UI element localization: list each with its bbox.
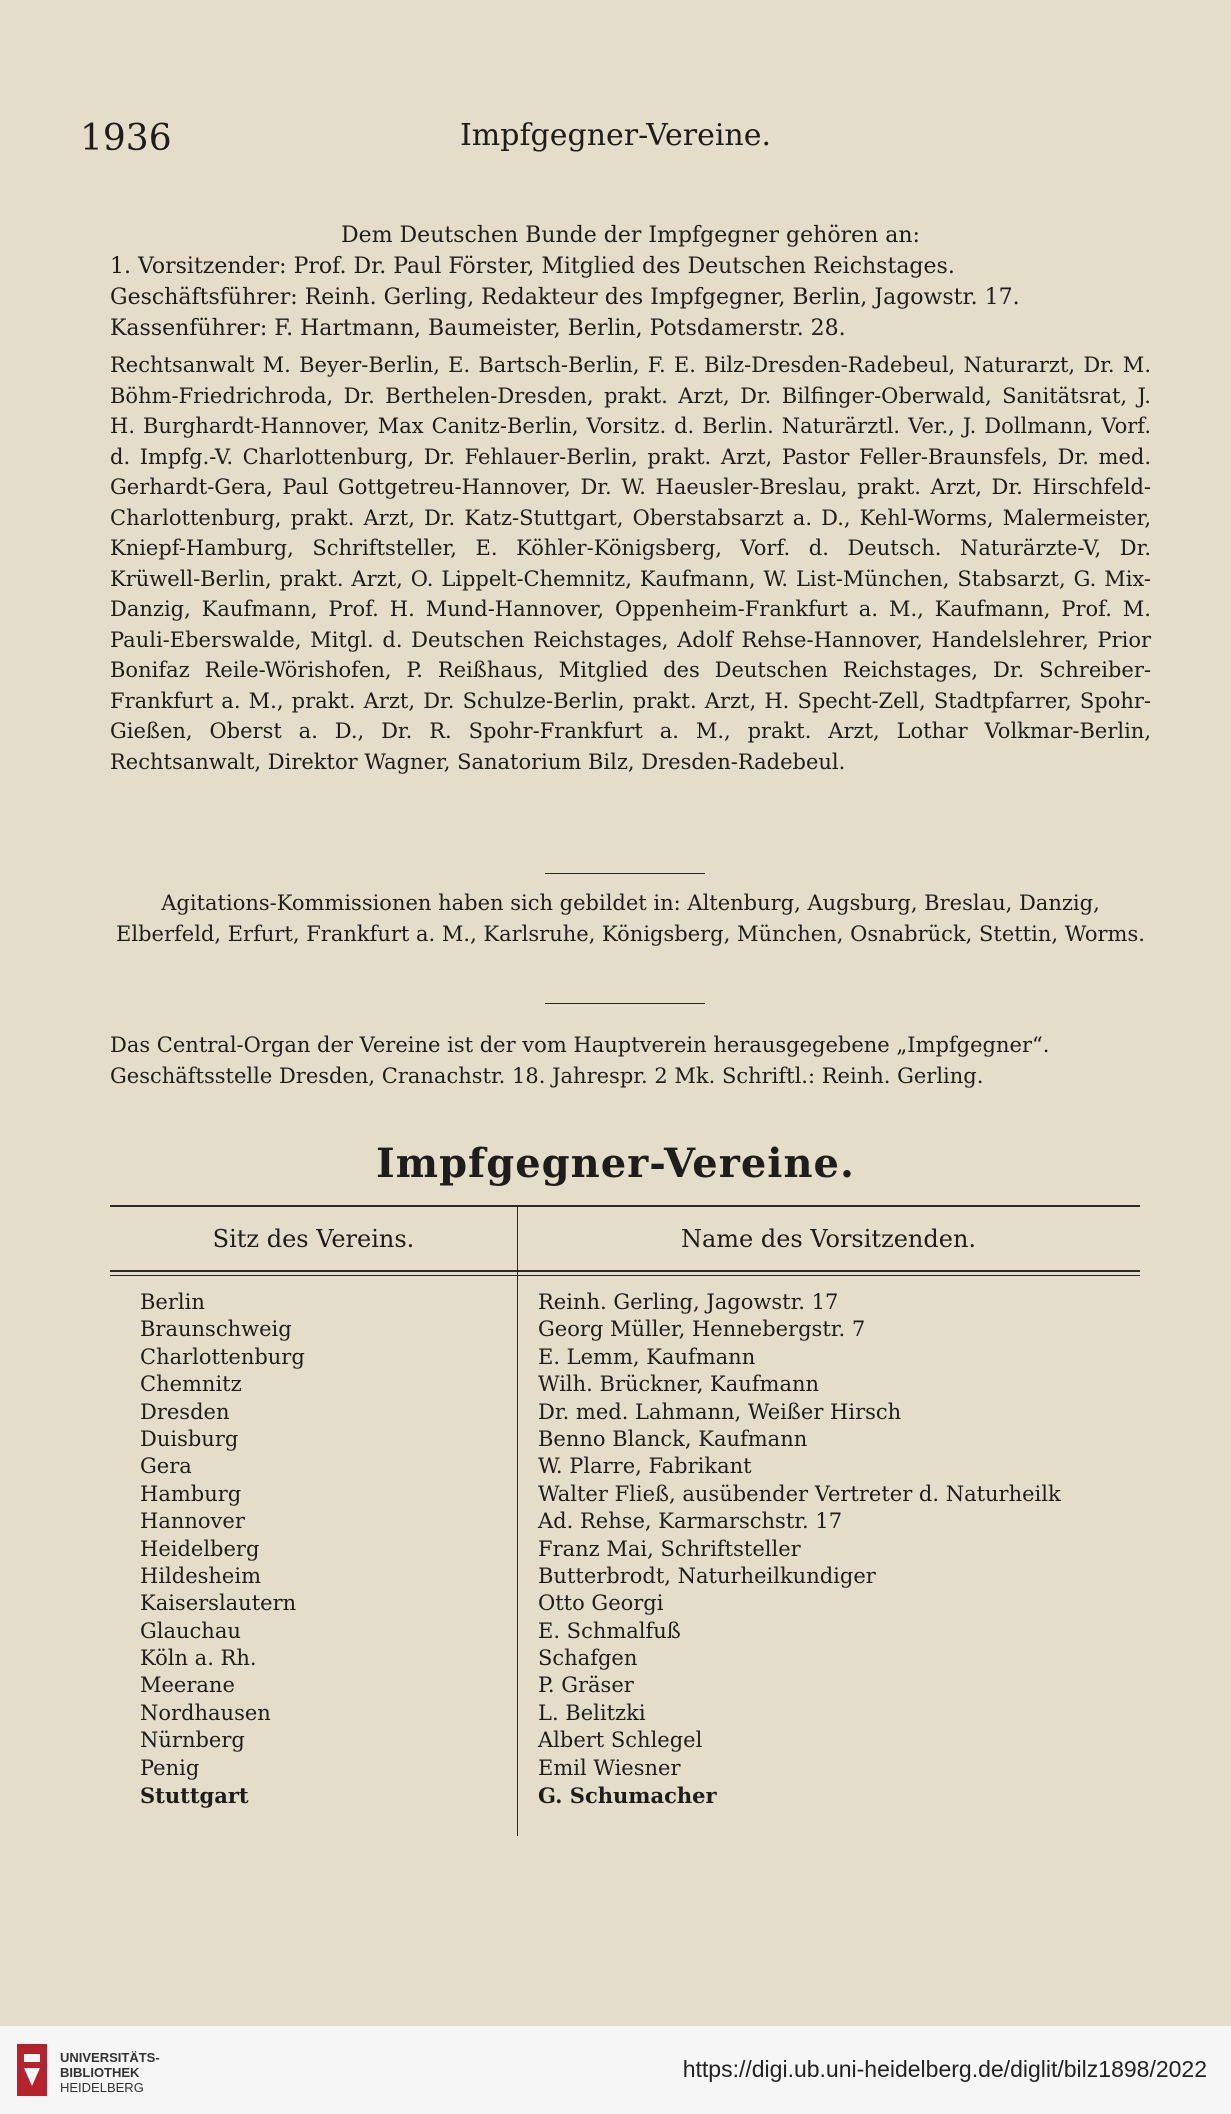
chairman-name: Benno Blanck, Kaufmann <box>538 1426 808 1451</box>
chairman-name: Georg Müller, Hennebergstr. 7 <box>538 1317 866 1342</box>
footer-bar <box>0 2026 1231 2114</box>
office-line: Geschäftsstelle Dresden, Cranachstr. 18. Jahrespr. 2 Mk. Schriftl.: Reinh. Gerling. <box>110 1063 984 1088</box>
chairman-name: E. Schmalfuß <box>538 1618 681 1643</box>
association-city: Hildesheim <box>140 1563 261 1588</box>
federation-intro <box>110 220 1151 344</box>
association-city: Dresden <box>140 1399 230 1424</box>
chairman-name: Reinh. Gerling, Jagowstr. 17 <box>538 1290 839 1314</box>
table-row <box>0 1619 1231 1646</box>
chairman-name: Walter Fließ, ausübender Vertreter d. Naturheilk <box>538 1481 1061 1506</box>
column-header-chair: Name des Vorsitzenden. <box>680 1225 977 1253</box>
chairman-name: Wilh. Brückner, Kaufmann <box>538 1372 820 1397</box>
chairman-name: Albert Schlegel <box>538 1728 703 1753</box>
association-city: Köln a. Rh. <box>140 1646 257 1671</box>
agitation-paragraph: Agitations-Kommissionen haben sich gebildet in: Altenburg, Augsburg, Breslau, Danzig, Elberfeld, Erfurt, Frankfurt a. M., Karlsruhe, Königsberg, München, Osnabrück, Stettin, Worms. <box>116 891 1145 946</box>
chairman-name: E. Lemm, Kaufmann <box>538 1344 756 1369</box>
association-city: Charlottenburg <box>140 1344 305 1369</box>
association-city: Chemnitz <box>140 1372 242 1397</box>
table-row <box>0 1482 1231 1509</box>
intro-lead: Dem Deutschen Bunde der Impfgegner gehören an: <box>341 223 920 248</box>
table-row <box>0 1345 1231 1372</box>
association-city: Berlin <box>140 1290 205 1314</box>
chairman-name: P. Gräser <box>538 1673 634 1698</box>
library-name <box>60 2050 160 2095</box>
chairman-name: Emil Wiesner <box>538 1755 681 1780</box>
chairman-name: Franz Mai, Schriftsteller <box>538 1536 801 1561</box>
chairman-name: Butterbrodt, Naturheilkundiger <box>538 1563 876 1588</box>
table-header-rule-thin <box>110 1275 1140 1276</box>
central-organ-block <box>110 1030 1151 1091</box>
chairman-line: 1. Vorsitzender: Prof. Dr. Paul Förster, Mitglied des Deutschen Reichstages. <box>110 254 955 279</box>
table-row <box>0 1673 1231 1700</box>
table-header-rule <box>110 1270 1140 1272</box>
chairman-name: Dr. med. Lahmann, Weißer Hirsch <box>538 1399 902 1424</box>
association-city: Kaiserslautern <box>140 1591 297 1616</box>
library-name-line: BIBLIOTHEK <box>60 2065 140 2080</box>
association-city: Hamburg <box>140 1481 242 1506</box>
source-url-link[interactable]: https://digi.ub.uni-heidelberg.de/diglit/bilz1898/2022 <box>682 2056 1207 2082</box>
manager-line: Geschäftsführer: Reinh. Gerling, Redakteur des Impfgegner, Berlin, Jagowstr. 17. <box>110 285 1020 310</box>
table-row <box>0 1427 1231 1454</box>
chairman-name: Schafgen <box>538 1646 638 1671</box>
table-row <box>0 1591 1231 1618</box>
treasurer-line: Kassenführer: F. Hartmann, Baumeister, Berlin, Potsdamerstr. 28. <box>110 316 846 341</box>
association-city: Penig <box>140 1755 200 1780</box>
association-city: Stuttgart <box>140 1783 249 1809</box>
central-organ-line: Das Central-Organ der Vereine ist der vom Hauptverein herausgegebene „Impfgegner“. <box>110 1033 1050 1057</box>
members-paragraph: Rechtsanwalt M. Beyer-Berlin, E. Bartsch-Berlin, F. E. Bilz-Dresden-Radebeul, Naturarzt, Dr. M. Böhm-Friedrichroda, Dr. Berthelen-Dresden, prakt. Arzt, Dr. Bilfinger-Oberwald, Sanitätsrat, J. H. Burghardt-Hannover, Max Canitz-Berlin, Vorsitz. d. Berlin. Naturärztl. Ver., J. Dollmann, Vorf. d. Impfg.-V. Charlottenburg, Dr. Fehlauer-Berlin, prakt. Arzt, Pastor Feller-Braunsfels, Dr. med. Gerhardt-Gera, Paul Gottgetreu-Hannover, Dr. W. Haeusler-Breslau, prakt. Arzt, Dr. Hirschfeld-Charlottenburg, prakt. Arzt, Dr. Katz-Stuttgart, Oberstabsarzt a. D., Kehl-Worms, Malermeister, Kniepf-Hamburg, Schriftsteller, E. Köhler-Königsberg, Vorf. d. Deutsch. Naturärzte-V, Dr. Krüwell-Berlin, prakt. Arzt, O. Lippelt-Chemnitz, Kaufmann, W. List-München, Stabsarzt, G. Mix-Danzig, Kaufmann, Prof. H. Mund-Hannover, Oppenheim-Frankfurt a. M., Kaufmann, Prof. M. Pauli-Eberswalde, Mitgl. d. Deutschen Reichstages, Adolf Rehse-Hannover, Handelslehrer, Prior Bonifaz Reile-Wörishofen, P. Reißhaus, Mitglied des Deutschen Reichstages, Dr. Schreiber-Frankfurt a. M., prakt. Arzt, Dr. Schulze-Berlin, prakt. Arzt, H. Specht-Zell, Stadtpfarrer, Spohr-Gießen, Oberst a. D., Dr. R. Spohr-Frankfurt a. M., prakt. Arzt, Lothar Volkmar-Berlin, Rechtsanwalt, Direktor Wagner, Sanatorium Bilz, Dresden-Radebeul. <box>110 353 1151 774</box>
chairman-name: Otto Georgi <box>538 1591 664 1616</box>
association-city: Nürnberg <box>140 1728 245 1753</box>
chairman-name: L. Belitzki <box>538 1700 646 1725</box>
table-row <box>0 1783 1231 1810</box>
table-row <box>0 1564 1231 1591</box>
table-row <box>0 1317 1231 1344</box>
heidelberg-library-logo-icon <box>14 2042 50 2098</box>
association-city: Duisburg <box>140 1426 239 1451</box>
table-row <box>0 1454 1231 1481</box>
separator-rule <box>545 1003 705 1004</box>
association-city: Meerane <box>140 1673 235 1698</box>
chairman-name: Ad. Rehse, Karmarschstr. 17 <box>538 1509 843 1534</box>
table-row <box>0 1400 1231 1427</box>
library-name-line: UNIVERSITÄTS- <box>60 2050 160 2065</box>
association-city: Glauchau <box>140 1618 241 1643</box>
table-top-rule <box>110 1205 1140 1207</box>
page-header <box>80 118 1151 168</box>
table-row <box>0 1290 1231 1317</box>
chairman-name: W. Plarre, Fabrikant <box>538 1454 752 1479</box>
table-row <box>0 1537 1231 1564</box>
table-row <box>0 1509 1231 1536</box>
table-row <box>0 1646 1231 1673</box>
table-row <box>0 1372 1231 1399</box>
association-city: Hannover <box>140 1509 245 1534</box>
association-city: Braunschweig <box>140 1317 292 1342</box>
chairman-name: G. Schumacher <box>538 1783 717 1809</box>
association-city: Heidelberg <box>140 1536 260 1561</box>
page-number: 1936 <box>80 118 172 159</box>
table-title: Impfgegner-Vereine. <box>376 1140 855 1187</box>
column-header-seat: Sitz des Vereins. <box>212 1225 415 1253</box>
table-row <box>0 1701 1231 1728</box>
running-title: Impfgegner-Vereine. <box>459 118 772 153</box>
table-row <box>0 1756 1231 1783</box>
association-city: Gera <box>140 1454 192 1479</box>
table-row <box>0 1728 1231 1755</box>
association-table-body <box>0 1290 1231 1810</box>
separator-rule <box>545 873 705 874</box>
association-city: Nordhausen <box>140 1700 271 1725</box>
library-name-line: HEIDELBERG <box>60 2080 144 2095</box>
